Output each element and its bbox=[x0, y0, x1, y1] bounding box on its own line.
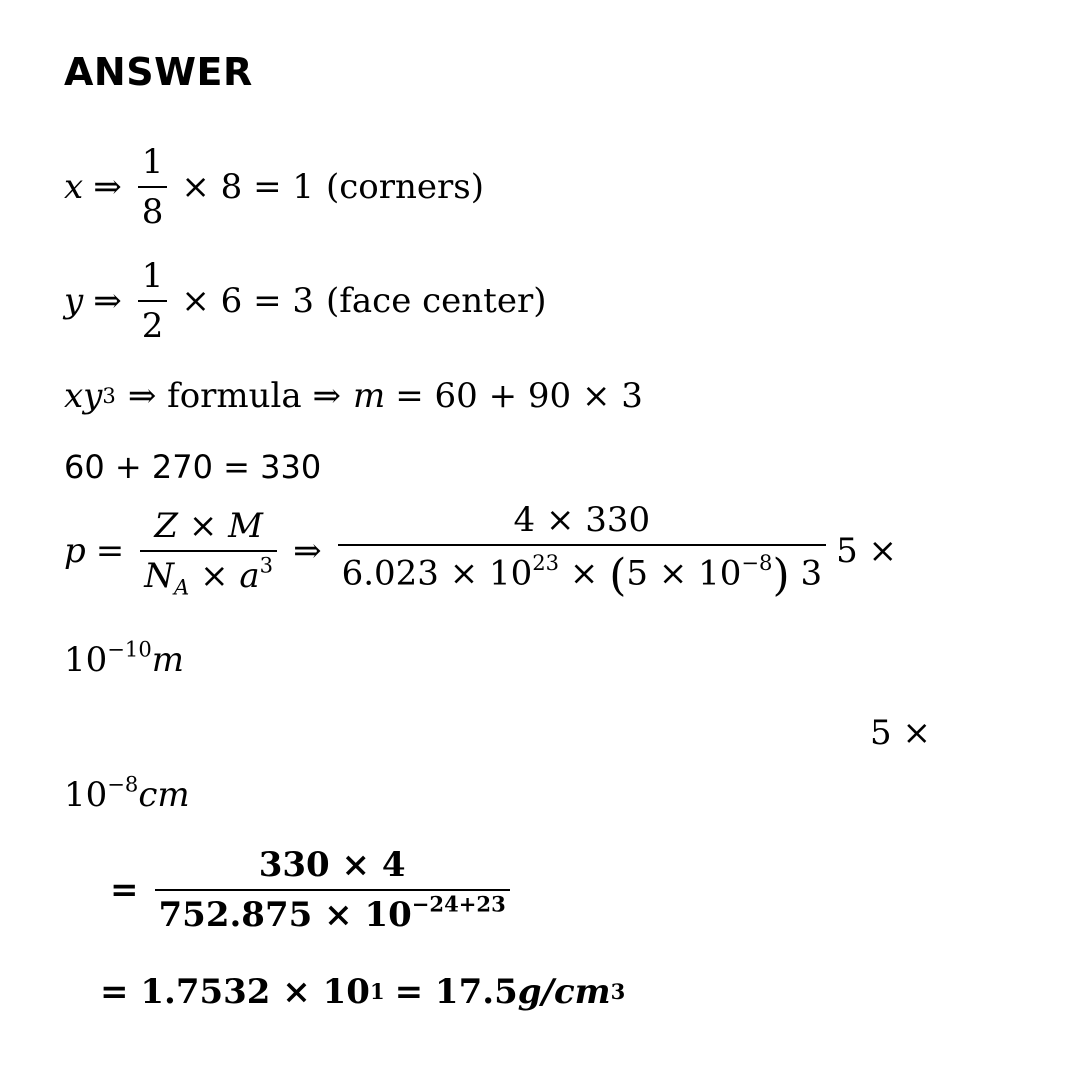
density-equation bbox=[64, 500, 897, 601]
result-value: = 1.7532 × 10 bbox=[100, 972, 370, 1012]
implies-arrow: ⇒ bbox=[293, 530, 322, 571]
fraction-denominator: $N_A \times a^3$ bbox=[140, 550, 277, 596]
equals-sign: = bbox=[110, 870, 139, 910]
equation-face-center bbox=[64, 256, 546, 346]
formula-rhs: = 60 + 90 × 3 bbox=[395, 376, 643, 416]
answer-heading: ANSWER bbox=[64, 50, 253, 94]
equation-tail: 5 × bbox=[836, 530, 898, 571]
result-density: = 17.5 bbox=[394, 972, 518, 1012]
equals-sign: = bbox=[95, 530, 125, 571]
result-unit: g/cm bbox=[517, 972, 611, 1012]
equation-rest: × 6 = 3 bbox=[181, 281, 315, 321]
fraction-numerator: Z × M bbox=[154, 505, 263, 546]
length-meters: $10^{-10}m$ bbox=[64, 636, 184, 680]
var-x: x bbox=[64, 167, 84, 207]
stray-multiplier: 5 × bbox=[870, 713, 931, 753]
equation-rest: × 8 = 1 bbox=[181, 167, 314, 207]
equation-label: (face center) bbox=[326, 281, 547, 321]
fraction-denominator: 2 bbox=[138, 300, 168, 346]
density-formula-fraction bbox=[140, 505, 277, 599]
computation-fraction bbox=[155, 845, 510, 935]
equation-corners bbox=[64, 142, 484, 232]
fraction-denominator: 8 bbox=[138, 186, 168, 232]
fraction-numerator: 1 bbox=[141, 256, 164, 296]
equation-formula: xy 3 ⇒ formula ⇒ m = 60 + 90 × 3 bbox=[64, 376, 643, 416]
implies-arrow: ⇒ bbox=[93, 167, 122, 207]
density-values-fraction bbox=[338, 500, 827, 601]
var-y: y bbox=[64, 281, 84, 321]
length-centimeters: $10^{-8}cm$ bbox=[64, 771, 190, 815]
var-p: p bbox=[64, 530, 86, 571]
implies-arrow: ⇒ bbox=[93, 281, 122, 321]
equation-label: (corners) bbox=[326, 167, 485, 207]
fraction-denominator: $752.875 \times 10^{-24+23}$ bbox=[155, 889, 510, 935]
fraction-denominator: $6.023 \times 10^{23} \times (5 \times 10^{-8})$ 3 bbox=[338, 544, 827, 601]
formula-text: ⇒ formula ⇒ bbox=[127, 376, 341, 416]
formula-xy: xy bbox=[64, 376, 103, 416]
final-result: = 1.7532 × 10 1 = 17.5 g/cm 3 bbox=[100, 972, 626, 1012]
computation-fraction-line bbox=[100, 845, 516, 935]
fraction-one-half bbox=[138, 256, 168, 346]
fraction-one-eighth bbox=[138, 142, 168, 232]
fraction-numerator: 330 × 4 bbox=[258, 845, 406, 885]
fraction-numerator: 4 × 330 bbox=[513, 500, 651, 540]
var-m: m bbox=[353, 376, 386, 416]
sum-line: 60 + 270 = 330 bbox=[64, 448, 322, 486]
fraction-numerator: 1 bbox=[141, 142, 164, 182]
